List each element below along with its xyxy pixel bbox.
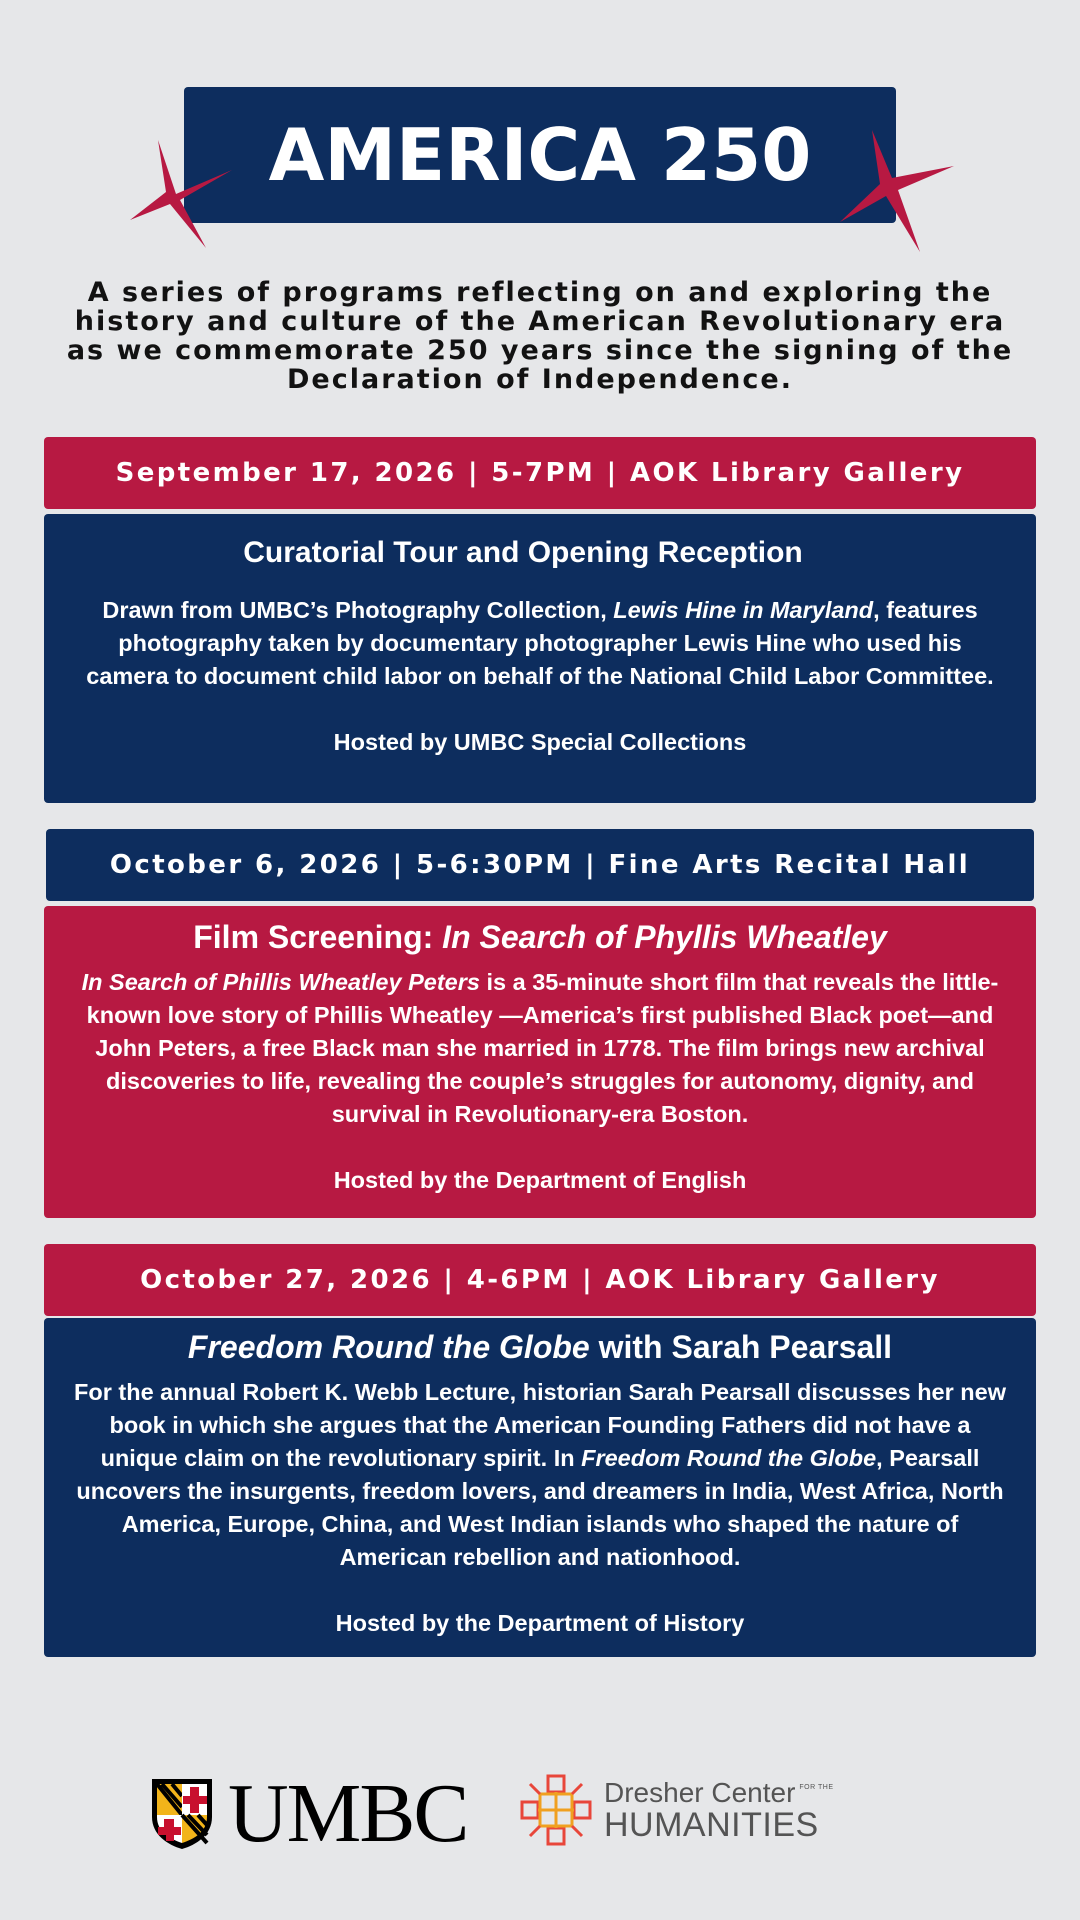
- event-3-body-italic: Freedom Round the Globe: [581, 1445, 877, 1471]
- event-2-body-italic: In Search of Phillis Wheatley Peters: [81, 969, 480, 995]
- umbc-shield-icon: [150, 1777, 214, 1851]
- page-title: AMERICA 250: [268, 113, 812, 197]
- drescher-wordmark: [604, 1778, 834, 1842]
- intro-text: A series of programs reflecting on and exploring the history and culture of the American Revolutionary era as we commemorate 250 years since the signing of the Declaration of Independence.: [66, 277, 1014, 395]
- drescher-cross-icon: [518, 1772, 594, 1848]
- event-1-title: Curatorial Tour and Opening Reception: [243, 536, 803, 569]
- event-1-body-italic: Lewis Hine in Maryland: [613, 597, 874, 623]
- drescher-for-the: FOR THE: [799, 1784, 834, 1791]
- umbc-logo: [150, 1767, 468, 1860]
- event-3-host: Hosted by the Department of History: [335, 1610, 745, 1636]
- event-2-host: Hosted by the Department of English: [333, 1167, 747, 1193]
- event-1-date: September 17, 2026 | 5-7PM | AOK Library Gallery: [115, 458, 965, 488]
- event-1-host: Hosted by UMBC Special Collections: [333, 729, 747, 755]
- event-1-body: Drawn from UMBC’s Photography Collection, Lewis Hine in Maryland, features photography taken by documentary photographer Lewis Hine who used his camera to document child labor on behalf of the National Child Labor Committee.: [86, 597, 994, 689]
- event-3-title: Freedom Round the Globe with Sarah Pearsall: [187, 1329, 893, 1365]
- umbc-wordmark: UMBC: [228, 1767, 468, 1860]
- event-2-body: In Search of Phillis Wheatley Peters is a 35-minute short film that reveals the little-known love story of Phillis Wheatley —America’s first published Black poet—and John Peters, a free Black man she married in 1778. The film brings new archival discoveries to life, revealing the couple’s struggles for autonomy, dignity, and survival in Revolutionary-era Boston.: [81, 969, 999, 1127]
- drescher-line1: Dresher Center: [604, 1777, 796, 1808]
- event-1-date-bar: [44, 437, 1036, 509]
- event-3-card: [44, 1318, 1036, 1657]
- drescher-center-logo: [518, 1772, 834, 1848]
- event-1-card: [44, 514, 1036, 803]
- event-2-date-bar: [46, 829, 1034, 901]
- event-3-date-bar: [44, 1244, 1036, 1316]
- event-3-body: For the annual Robert K. Webb Lecture, historian Sarah Pearsall discusses her new book in which she argues that the American Founding Fathers did not have a unique claim on the revolutionary spirit. In Freedom Round the Globe, Pearsall uncovers the insurgents, freedom lovers, and dreamers in India, West Africa, North America, Europe, China, and West Indian islands who shaped the nature of American rebellion and nationhood.: [74, 1379, 1006, 1570]
- drescher-line2: HUMANITIES: [604, 1806, 819, 1844]
- event-2-card: [44, 906, 1036, 1218]
- title-banner: [184, 87, 896, 223]
- star-left-icon: [120, 130, 240, 250]
- event-3-title-italic: Freedom Round the Globe: [187, 1329, 590, 1365]
- event-2-title: Film Screening: In Search of Phyllis Wheatley: [193, 919, 887, 955]
- star-right-icon: [840, 130, 960, 260]
- event-2-title-italic: In Search of Phyllis Wheatley: [442, 919, 887, 955]
- event-2-date: October 6, 2026 | 5-6:30PM | Fine Arts Recital Hall: [109, 850, 971, 880]
- title-box: [184, 87, 896, 223]
- event-3-date: October 27, 2026 | 4-6PM | AOK Library Gallery: [140, 1265, 940, 1295]
